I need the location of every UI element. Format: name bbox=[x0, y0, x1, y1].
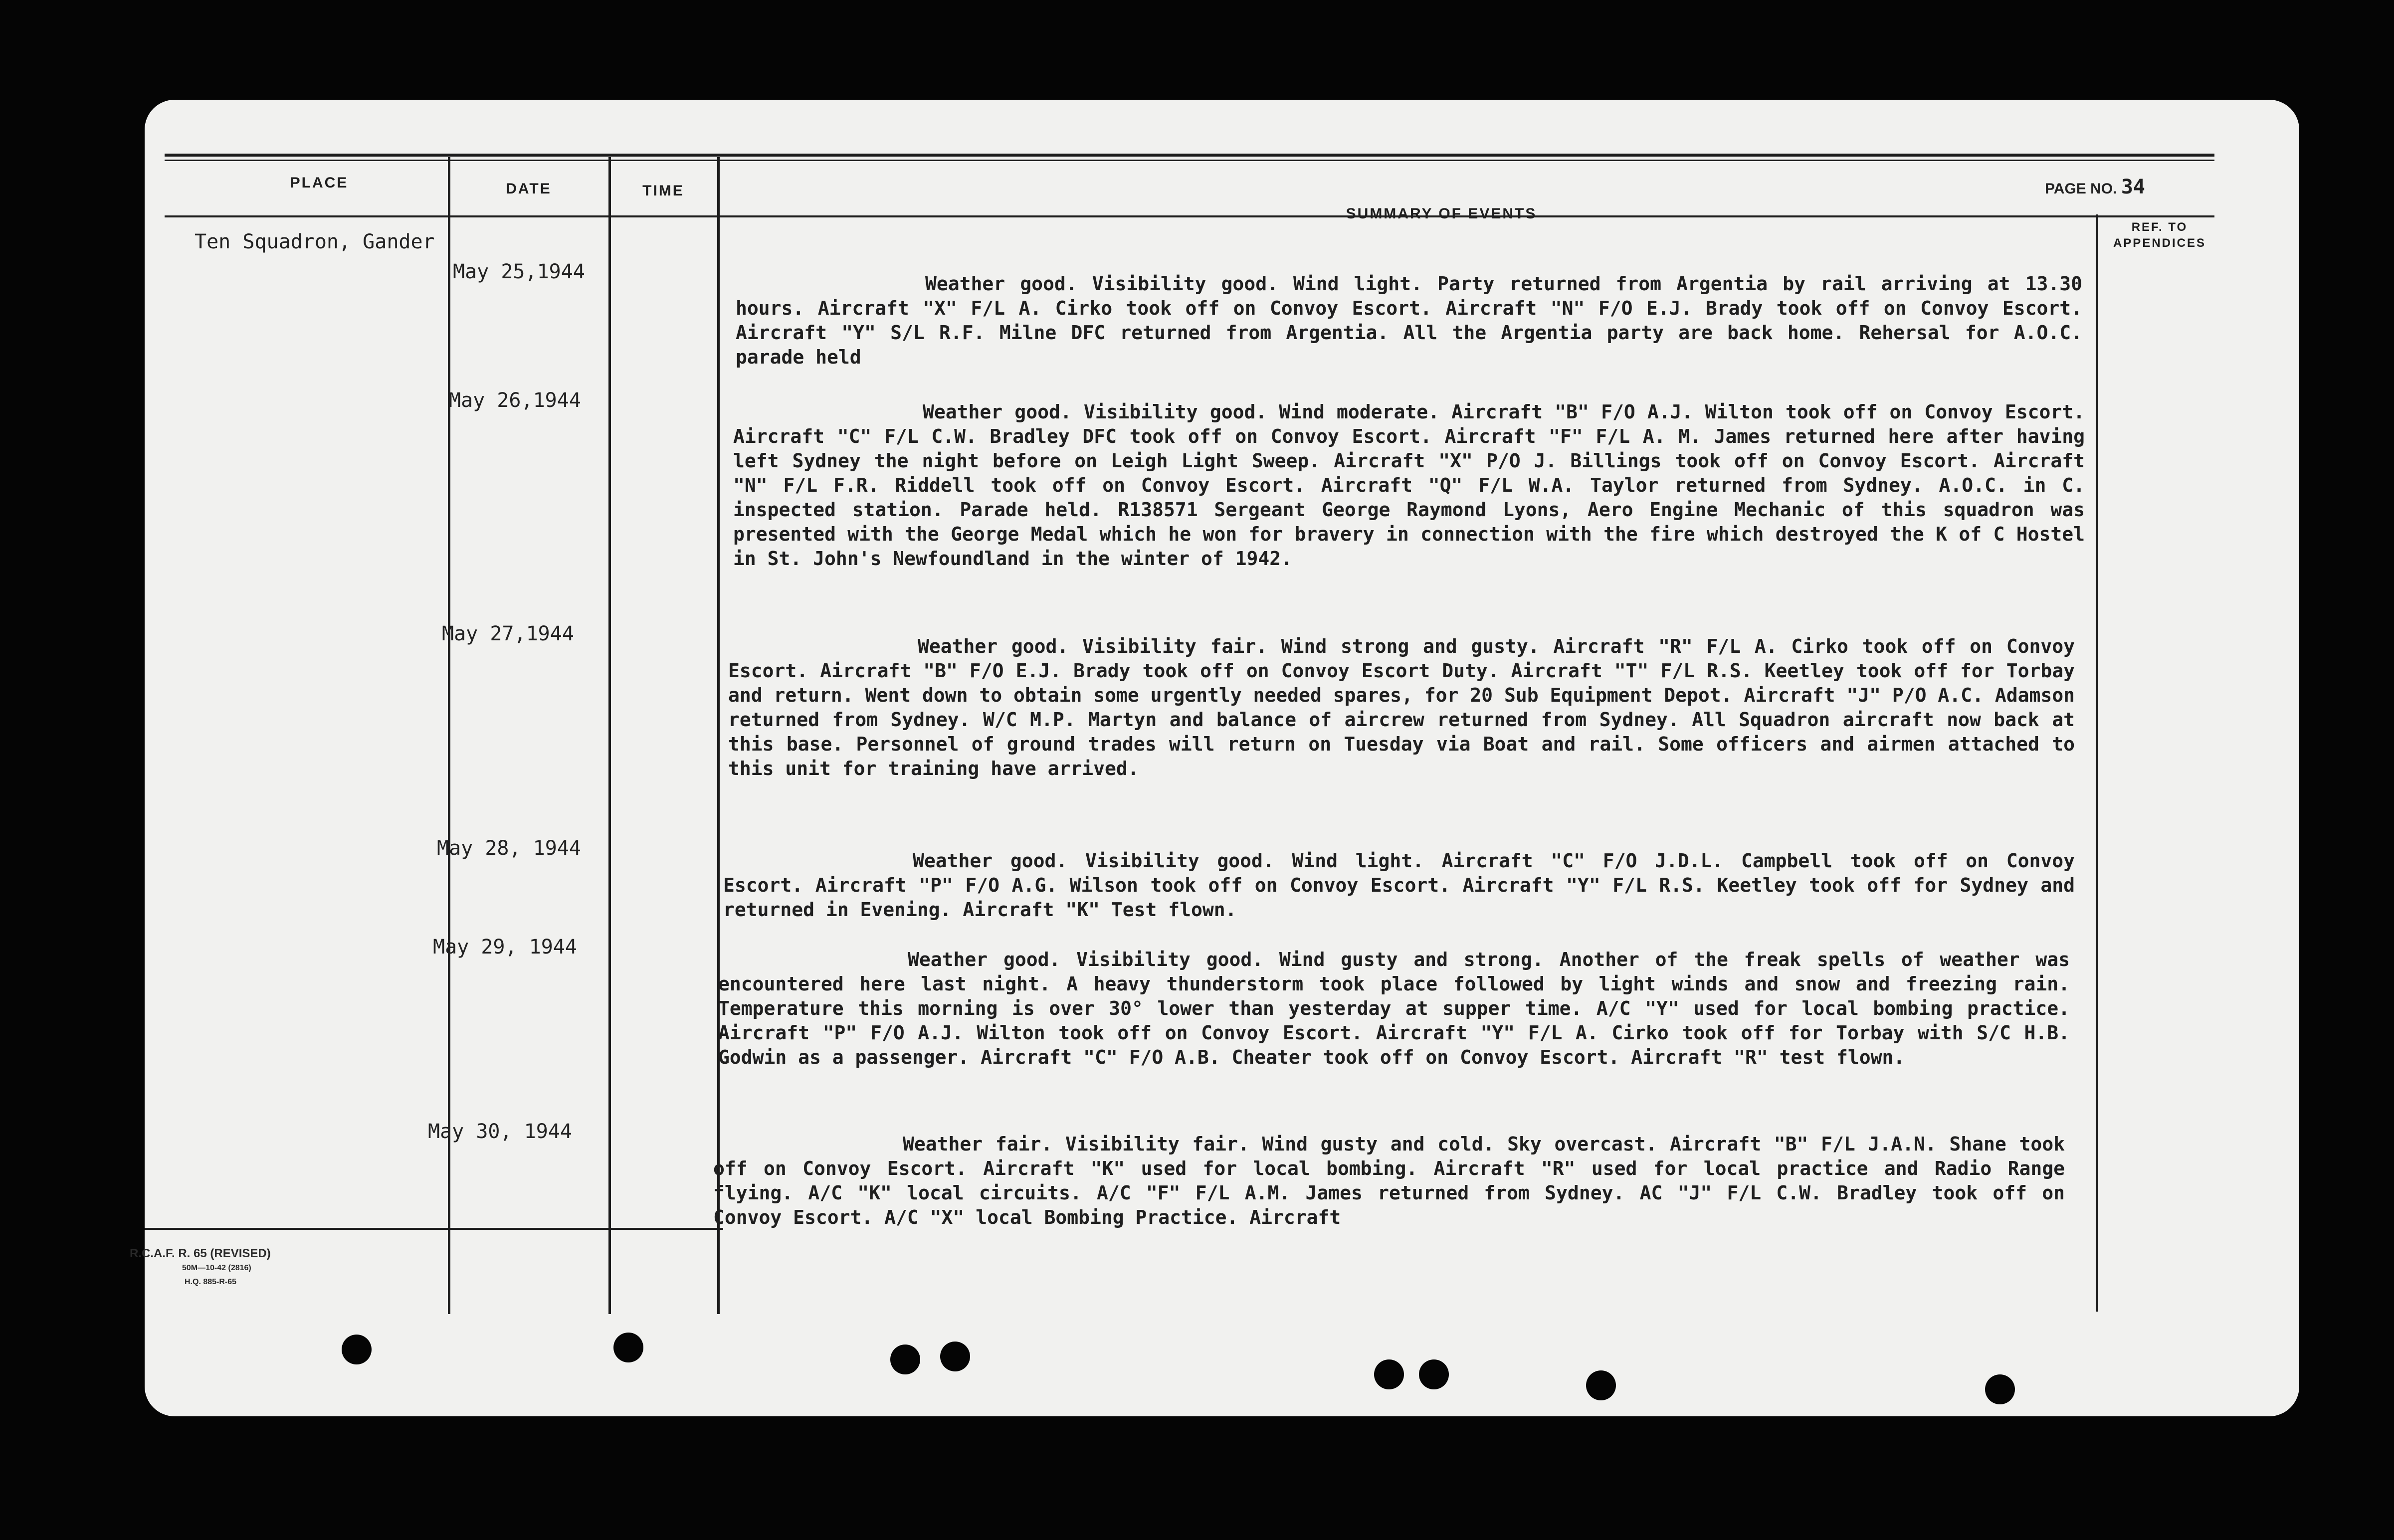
date-may-26: May 26,1944 bbox=[449, 389, 581, 412]
date-may-27: May 27,1944 bbox=[442, 622, 574, 645]
column-header-date: DATE bbox=[506, 181, 552, 197]
punch-hole bbox=[1586, 1370, 1616, 1400]
diary-form-card bbox=[130, 100, 2299, 1416]
date-may-28: May 28, 1944 bbox=[437, 837, 581, 860]
summary-entry-may-28: Weather good. Visibility good. Wind light. Aircraft "C" F/O J.D.L. Campbell took off on Convoy Escort. Aircraft "P" F/O A.G. Wilson took off on Convoy Escort. Aircraft "Y" F/L R.S. Keetley took off for Sydney and returned in Evening. Aircraft "K" Test flown. bbox=[723, 850, 2075, 921]
date-may-30: May 30, 1944 bbox=[428, 1120, 572, 1143]
summary-entry-may-30: Weather fair. Visibility fair. Wind gusty and cold. Sky overcast. Aircraft "B" F/L J.A.N. Shane took off on Convoy Escort. Aircraft "K" used for local bombing. Aircraft "R" used for local practice and Radio Range flying. A/C "K" local circuits. A/C "F" F/L A.M. James returned from Sydney. AC "J" F/L C.W. Bradley took off on Convoy Escort. A/C "X" local Bombing Practice. Aircraft bbox=[713, 1133, 2065, 1228]
punch-hole bbox=[890, 1345, 920, 1374]
column-header-time: TIME bbox=[642, 183, 684, 199]
summary-ref-divider bbox=[2096, 214, 2098, 1312]
punch-hole bbox=[1419, 1359, 1449, 1389]
header-top-rule bbox=[165, 154, 2214, 157]
date-may-29: May 29, 1944 bbox=[433, 936, 577, 959]
summary-entry-may-29: Weather good. Visibility good. Wind gusty and strong. Another of the freak spells of weather was encountered here last night. A heavy thunderstorm took place followed by light winds and snow and freezing rain. Temperature this morning is over 30° lower than yesterday at supper time. A/C "Y" used for local bombing practice. Aircraft "P" F/O A.J. Wilton took off on Convoy Escort. Aircraft "Y" F/L A. Cirko took off for Torbay with S/C H.B. Godwin as a passenger. Aircraft "C" F/O A.B. Cheater took off on Convoy Escort. Aircraft "R" test flown. bbox=[718, 949, 2070, 1068]
punch-hole bbox=[1985, 1374, 2015, 1404]
punch-hole bbox=[613, 1333, 643, 1362]
column-header-ref: REF. TO APPENDICES bbox=[2113, 220, 2206, 250]
page-number-label bbox=[2045, 176, 2145, 198]
header-second-rule bbox=[165, 160, 2214, 161]
print-code-label: 50M—10-42 (2816) bbox=[182, 1264, 251, 1272]
place-entry: Ten Squadron, Gander bbox=[195, 230, 435, 253]
punch-hole bbox=[1374, 1359, 1404, 1389]
page-number-value: 34 bbox=[2121, 176, 2145, 198]
summary-entry-may-26: Weather good. Visibility good. Wind moderate. Aircraft "B" F/O A.J. Wilton took off on Convoy Escort. Aircraft "C" F/L C.W. Bradley DFC took off on Convoy Escort. Aircraft "F" F/L A. M. James returned here after having left Sydney the night before on Leigh Light Sweep. Aircraft "X" P/O J. Billings took off on Convoy Escort. Aircraft "N" F/L F.R. Riddell took off on Convoy Escort. Aircraft "Q" F/L W.A. Taylor returned from Sydney. A.O.C. in C. inspected station. Parade held. R138571 Sergeant George Raymond Lyons, Aero Engine Mechanic of this squadron was presented with the George Medal which he won for bravery in connection with the fire which destroyed the K of C Hostel in St. John's Newfoundland in the winter of 1942. bbox=[733, 401, 2085, 570]
punch-hole bbox=[342, 1335, 372, 1364]
punch-hole bbox=[940, 1342, 970, 1371]
hq-code-label: H.Q. 885-R-65 bbox=[185, 1278, 237, 1286]
date-may-25: May 25,1944 bbox=[453, 260, 585, 283]
summary-entry-may-25: Weather good. Visibility good. Wind light. Party returned from Argentia by rail arriving at 13.30 hours. Aircraft "X" F/L A. Cirko took off on Convoy Escort. Aircraft "N" F/O E.J. Brady took off on Convoy Escort. Aircraft "Y" S/L R.F. Milne DFC returned from Argentia. All the Argentia party are back home. Rehersal for A.O.C. parade held bbox=[736, 273, 2082, 368]
date-time-divider bbox=[608, 157, 611, 1314]
summary-entry-may-27: Weather good. Visibility fair. Wind strong and gusty. Aircraft "R" F/L A. Cirko took off on Convoy Escort. Aircraft "B" F/O E.J. Brady took off on Convoy Escort Duty. Aircraft "T" F/L R.S. Keetley took off for Torbay and return. Went down to obtain some urgently needed spares, for 20 Sub Equipment Depot. Aircraft "J" P/O A.C. Adamson returned from Sydney. W/C M.P. Martyn and balance of aircrew returned from Sydney. All Squadron aircraft now back at this base. Personnel of ground trades will return on Tuesday via Boat and rail. Some officers and airmen attached to this unit for training have arrived. bbox=[728, 635, 2075, 779]
form-id-label: R.C.A.F. R. 65 (REVISED) bbox=[130, 1247, 271, 1260]
form-bottom-rule bbox=[145, 1228, 723, 1230]
header-bottom-rule bbox=[165, 215, 2214, 217]
page-number-caption: PAGE NO. bbox=[2045, 181, 2117, 197]
column-header-summary: SUMMARY OF EVENTS bbox=[1346, 205, 1537, 222]
column-header-place: PLACE bbox=[290, 175, 349, 191]
